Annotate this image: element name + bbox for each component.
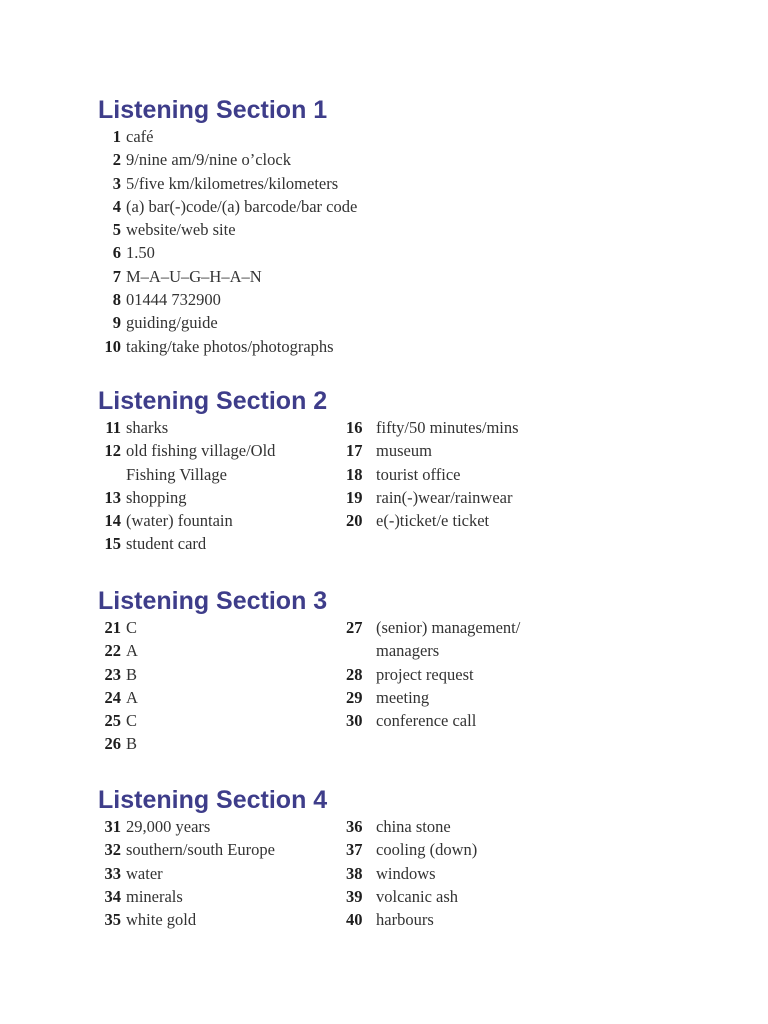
question-number: 35 [104,910,121,930]
answer-text: 5/five km/kilometres/kilometers [126,173,339,193]
question-number: 19 [346,487,363,507]
answer-item [96,885,346,908]
answer-text: 9/nine am/9/nine o’clock [126,150,291,170]
answer-item [346,709,646,732]
answer-item [96,908,346,931]
answer-text: windows [376,863,436,883]
answer-item [346,686,646,709]
answer-text: A [126,687,138,707]
answer-item [96,416,346,439]
answer-text: 1.50 [126,243,155,263]
question-number: 18 [346,464,363,484]
answer-text: southern/south Europe [126,840,275,860]
question-number: 5 [112,220,121,240]
answer-item [96,639,346,662]
question-number: 25 [104,711,121,731]
answer-text: fifty/50 minutes/mins [376,418,519,437]
answer-text: minerals [126,886,183,906]
answer-text: tourist office [376,464,461,484]
answer-text: 29,000 years [126,817,211,836]
answer-item [96,709,346,732]
question-number: 13 [104,487,121,507]
answer-item [346,862,646,885]
answer-text: cooling (down) [376,840,478,860]
question-number: 33 [104,863,121,883]
question-number: 17 [346,441,363,461]
question-number: 37 [346,840,363,860]
answer-item [96,241,596,264]
answer-columns [98,815,698,931]
answer-column-left [96,416,346,556]
answer-text: e(-)ticket/e ticket [376,511,490,531]
answer-text: taking/take photos/photographs [126,336,334,356]
question-number: 7 [112,266,121,286]
answer-item [96,838,346,861]
question-number: 21 [104,618,121,637]
question-number: 34 [104,886,121,906]
answer-text: china stone [376,817,451,836]
answer-item [96,616,346,639]
answer-text: sharks [126,418,169,437]
question-number: 12 [104,441,121,461]
question-number: 9 [112,313,121,333]
question-number: 11 [105,418,121,437]
question-number: 22 [104,641,121,661]
answer-item [96,732,346,755]
answer-item [346,838,646,861]
answer-text: B [126,734,138,754]
listening-section-2 [98,386,698,556]
answer-item [96,439,346,486]
answer-item [346,416,646,439]
section-title: Listening Section 1 [98,96,328,124]
answer-column-right [346,616,646,756]
answer-text: conference call [376,711,477,731]
answer-text: rain(-)wear/rainwear [376,487,513,507]
question-number: 24 [104,687,121,707]
answer-text: museum [376,441,432,461]
answer-columns [98,616,698,756]
answer-item [96,686,346,709]
question-number: 27 [346,618,363,637]
answer-item [96,486,346,509]
question-number: 15 [104,534,121,554]
question-number: 30 [346,711,363,731]
answer-item [96,218,596,241]
question-number: 4 [112,196,121,216]
answer-item [96,509,346,532]
answer-text: (water) fountain [126,511,233,531]
answer-column-right [346,815,646,931]
answer-text: guiding/guide [126,313,218,333]
answer-item [346,815,646,838]
question-number: 40 [346,910,363,930]
answer-item [96,862,346,885]
question-number: 6 [112,243,121,263]
question-number: 10 [104,336,121,356]
answer-text: white gold [126,910,197,930]
question-number: 20 [346,511,363,531]
answer-column-left [96,616,346,756]
answer-text: website/web site [126,220,236,240]
question-number: 3 [112,173,121,193]
listening-section-3 [98,586,698,756]
answer-text: (a) bar(-)code/(a) barcode/bar code [126,196,358,216]
question-number: 1 [112,127,121,146]
answer-text: B [126,664,138,684]
answer-column-left [96,815,346,931]
section-title: Listening Section 2 [98,387,328,415]
answer-item [96,148,596,171]
answer-item [346,463,646,486]
question-number: 2 [112,150,121,170]
section-title: Listening Section 4 [98,786,328,814]
answer-item [346,663,646,686]
answer-item [96,265,596,288]
answer-text: student card [126,534,207,554]
question-number: 28 [346,664,363,684]
answer-column-right [346,416,646,556]
section-title: Listening Section 3 [98,587,328,615]
question-number: 26 [104,734,121,754]
answer-item [96,195,596,218]
question-number: 36 [346,817,363,836]
question-number: 16 [346,418,363,437]
answer-item [96,663,346,686]
answer-text: 01444 732900 [126,290,221,310]
answer-text: café [126,127,154,146]
answer-item [346,509,646,532]
answer-item [346,439,646,462]
answer-item [96,125,596,148]
question-number: 29 [346,687,363,707]
answer-text: project request [376,664,474,684]
answer-columns [98,416,698,556]
answer-text: harbours [376,910,434,930]
listening-section-4 [98,785,698,931]
answer-text: shopping [126,487,187,507]
answer-item [346,885,646,908]
answer-text: meeting [376,687,430,707]
question-number: 31 [104,817,121,836]
answer-text: old fishing village/Old Fishing Village [126,441,276,484]
question-number: 32 [104,840,121,860]
listening-section-1 [98,95,698,358]
question-number: 8 [112,290,121,310]
answer-item [96,172,596,195]
answer-text: A [126,641,138,661]
question-number: 38 [346,863,363,883]
answer-text: M–A–U–G–H–A–N [126,266,262,286]
answer-columns [98,125,698,358]
answer-item [96,532,346,555]
question-number: 14 [104,511,121,531]
answer-item [346,486,646,509]
answer-item [346,908,646,931]
answer-item [346,616,646,663]
question-number: 39 [346,886,363,906]
answer-column-left [96,125,596,358]
answer-item [96,288,596,311]
answer-text: water [126,863,163,883]
answer-item [96,815,346,838]
answer-text: C [126,618,138,637]
answer-text: C [126,711,138,731]
answer-item [96,335,596,358]
question-number: 23 [104,664,121,684]
answer-item [96,311,596,334]
answer-text: (senior) management/ managers [376,618,521,661]
answer-text: volcanic ash [376,886,459,906]
